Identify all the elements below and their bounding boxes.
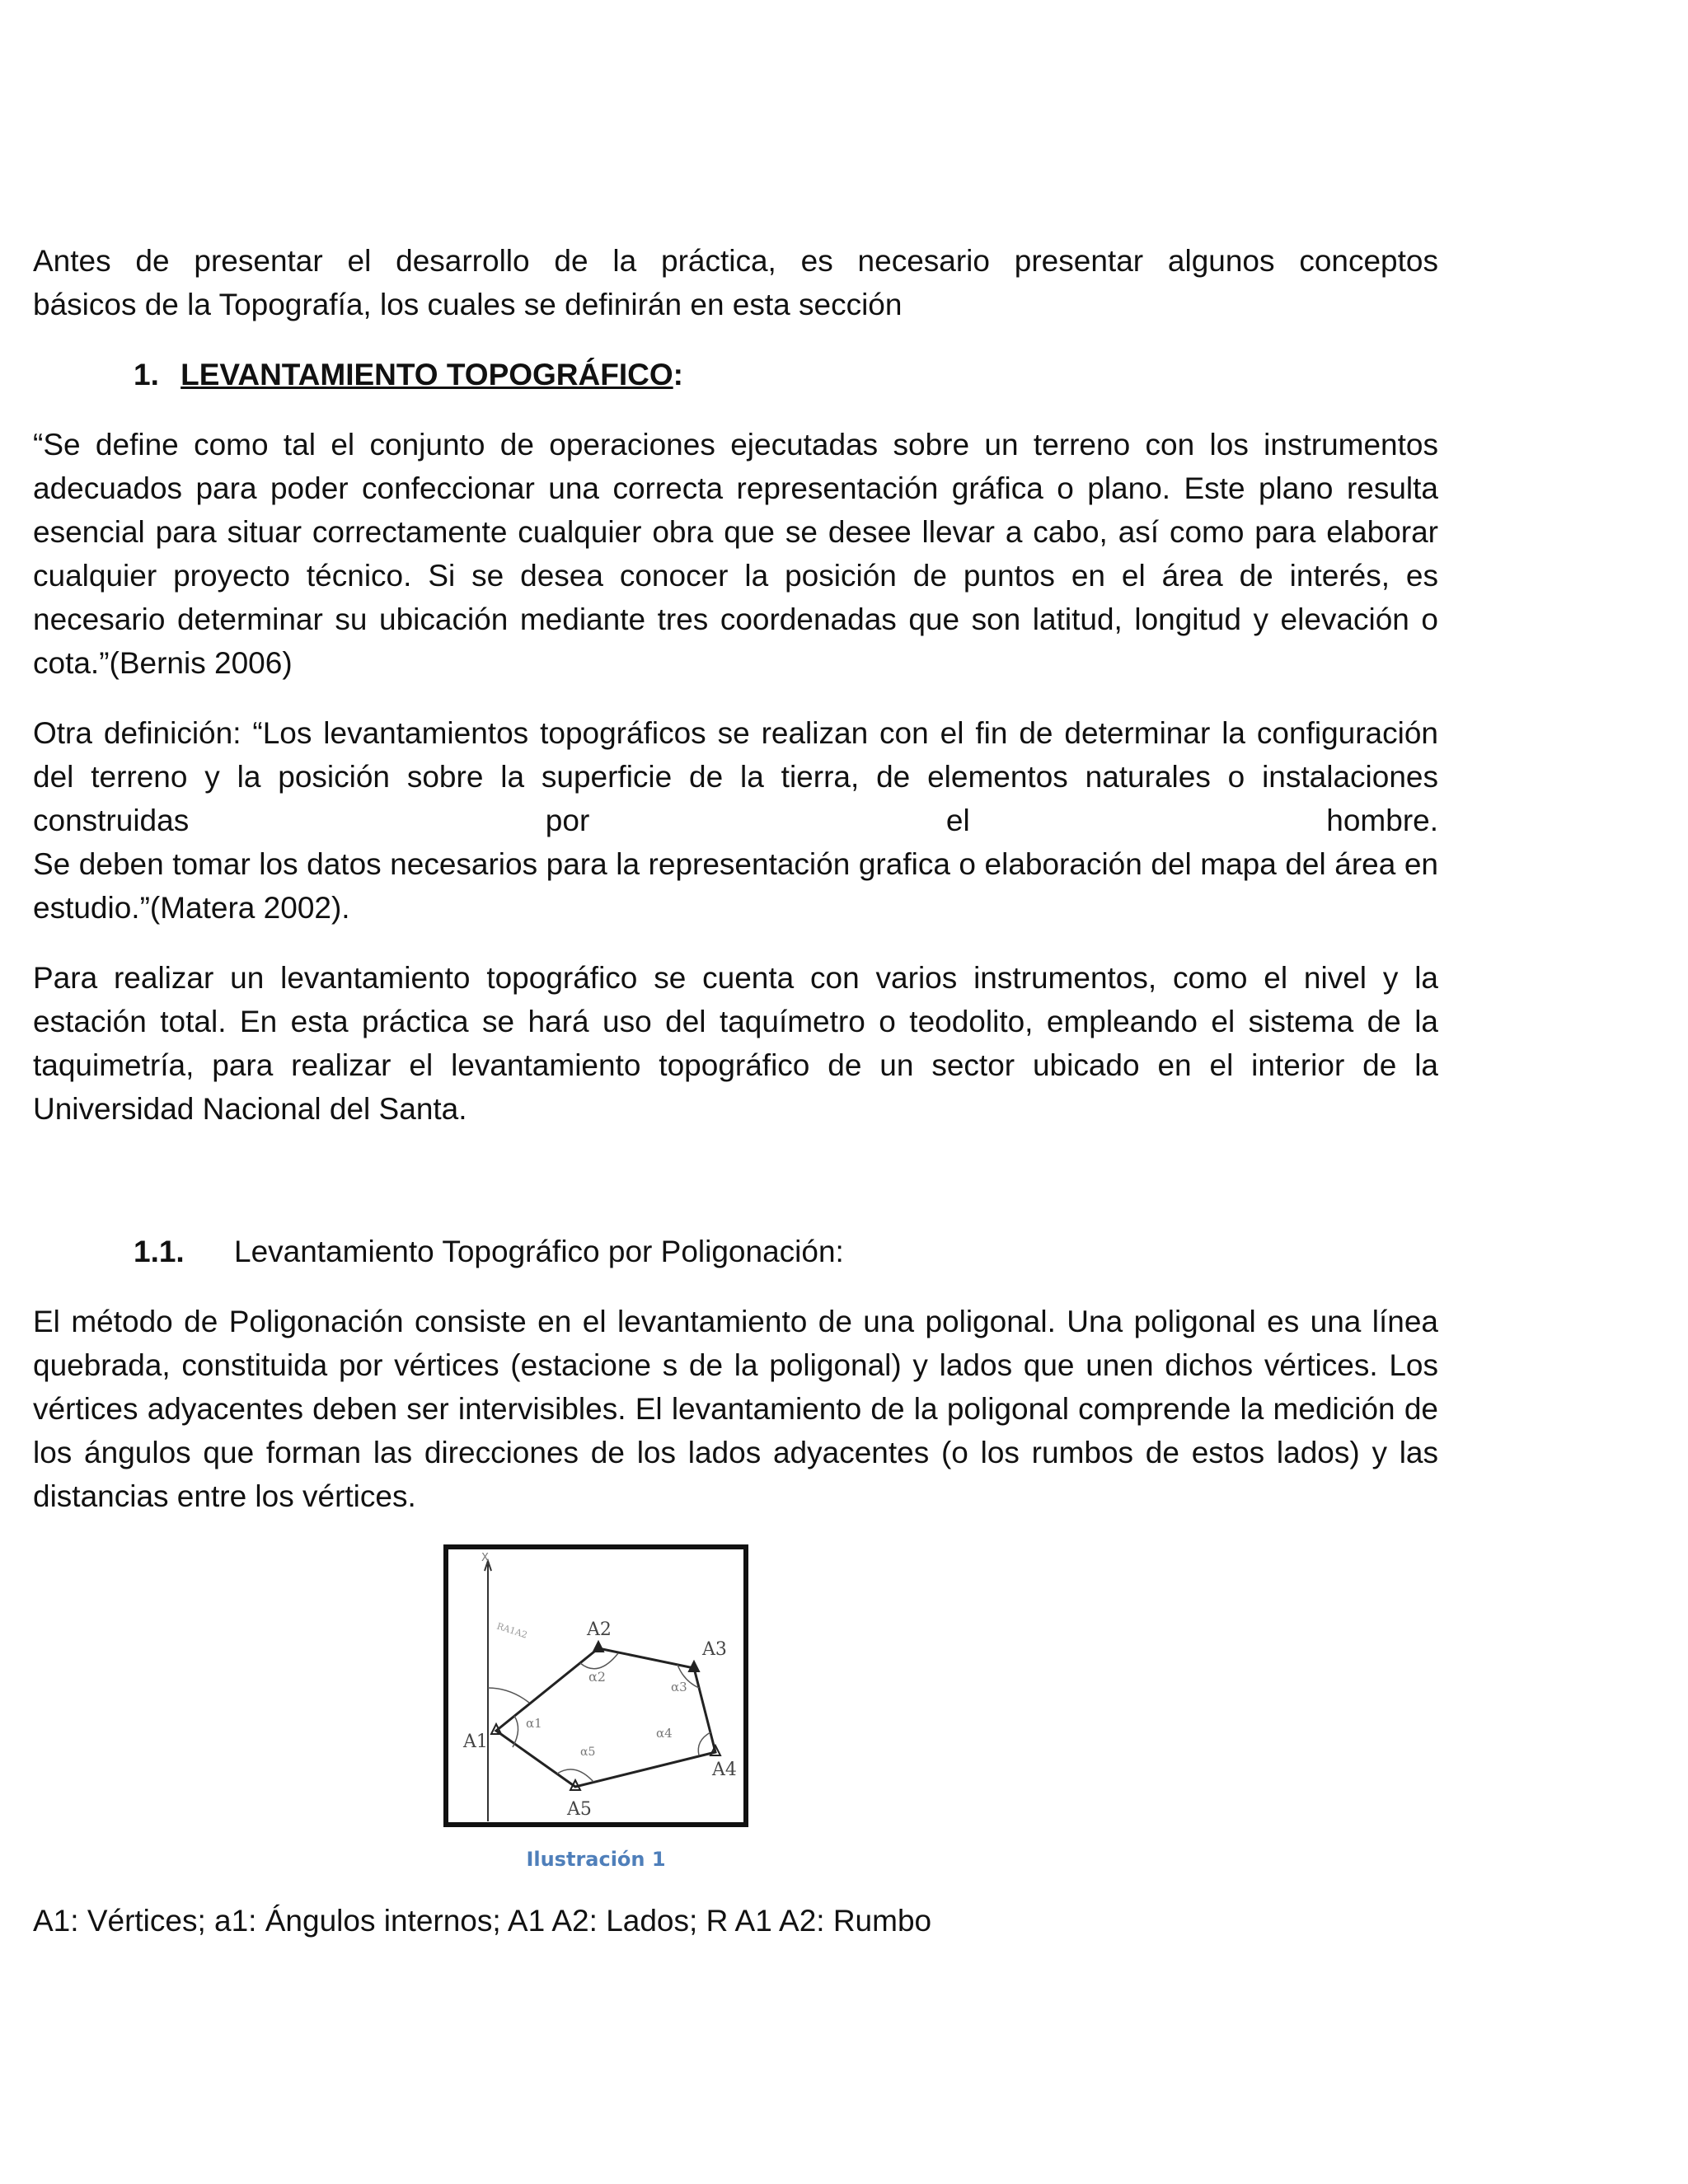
quote-matera-part-2: Se deben tomar los datos necesarios para la representación grafica o elaboración del mapa del área en estudio.”(Matera 2002). xyxy=(33,847,1438,925)
document-page xyxy=(33,239,1438,1943)
label-a4: A4 xyxy=(712,1760,737,1780)
label-alpha2: α2 xyxy=(588,1669,606,1685)
angle-arc-a4 xyxy=(698,1732,710,1755)
polygon-diagram xyxy=(448,1549,743,1822)
quote-matera-paragraph xyxy=(33,711,1438,930)
label-a2: A2 xyxy=(587,1619,612,1640)
section-1-title: LEVANTAMIENTO TOPOGRÁFICO xyxy=(181,358,673,391)
figure-caption: Ilustración 1 xyxy=(526,1848,666,1871)
section-1-colon: : xyxy=(673,358,683,391)
quote-matera-part-1: Otra definición: “Los levantamientos topográficos se realizan con el fin de determinar la configuración del terreno y la posición sobre la superficie de la tierra, de elementos naturales o instalaciones construidas por el hombre. xyxy=(33,716,1438,837)
label-alpha1: α1 xyxy=(526,1716,542,1731)
intro-line-2: básicos de la Topografía, los cuales se definirán en esta sección xyxy=(33,288,903,321)
quote-bernis-paragraph: “Se define como tal el conjunto de operaciones ejecutadas sobre un terreno con los instrumentos adecuados para poder confeccionar una correcta representación gráfica o plano. Este plano resulta esencial para situar correctamente cualquier obra que se desee llevar a cabo, así como para elaborar cualquier proyecto técnico. Si se desea conocer la posición de puntos en el área de interés, es necesario determinar su ubicación mediante tres coordenadas que son latitud, longitud y elevación o cota.”(Bernis 2006) xyxy=(33,428,1438,680)
polygonation-paragraph: El método de Poligonación consiste en el levantamiento de una poligonal. Una poligonal es una línea quebrada, constituida por vértices (estacione s de la poligonal) y lados que unen dichos vértices. Los vértices adyacentes deben ser intervisibles. El levantamiento de la poligonal comprende la medición de los ángulos que forman las direcciones de los lados adyacentes (o los rumbos de estos lados) y las distancias entre los vértices. xyxy=(33,1305,1438,1513)
section-1-1-number: 1.1. xyxy=(134,1235,185,1268)
section-1-1-heading xyxy=(134,1230,1438,1273)
label-rumbo: RA1A2 xyxy=(495,1620,529,1641)
section-1-number: 1. xyxy=(134,358,159,391)
label-alpha4: α4 xyxy=(656,1726,673,1741)
label-a3: A3 xyxy=(702,1639,727,1660)
section-1-heading xyxy=(134,353,1438,396)
label-alpha5: α5 xyxy=(580,1746,596,1759)
section-1-1-title: Levantamiento Topográfico por Poligonación: xyxy=(234,1235,844,1268)
label-alpha3: α3 xyxy=(671,1680,687,1694)
label-a1: A1 xyxy=(463,1732,488,1752)
figure-frame xyxy=(443,1544,748,1827)
north-axis-label: X xyxy=(481,1552,489,1564)
instruments-paragraph: Para realizar un levantamiento topográfico se cuenta con varios instrumentos, como el nivel y la estación total. En esta práctica se hará uso del taquímetro o teodolito, empleando el sistema de la taquimetría, para realizar el levantamiento topográfico de un sector ubicado en el interior de la Universidad Nacional del Santa. xyxy=(33,961,1438,1126)
figure-polygon xyxy=(33,1544,1438,1899)
label-a5: A5 xyxy=(567,1799,592,1820)
intro-line-1: Antes de presentar el desarrollo de la práctica, es necesario presentar algunos conceptos xyxy=(33,244,1438,278)
intro-paragraph xyxy=(33,239,1438,326)
figure-legend: A1: Vértices; a1: Ángulos internos; A1 A2: Lados; R A1 A2: Rumbo xyxy=(33,1904,932,1938)
angle-arc-a2 xyxy=(580,1653,618,1669)
vertex-a2-icon xyxy=(593,1642,603,1652)
rumbo-arc xyxy=(488,1688,529,1703)
